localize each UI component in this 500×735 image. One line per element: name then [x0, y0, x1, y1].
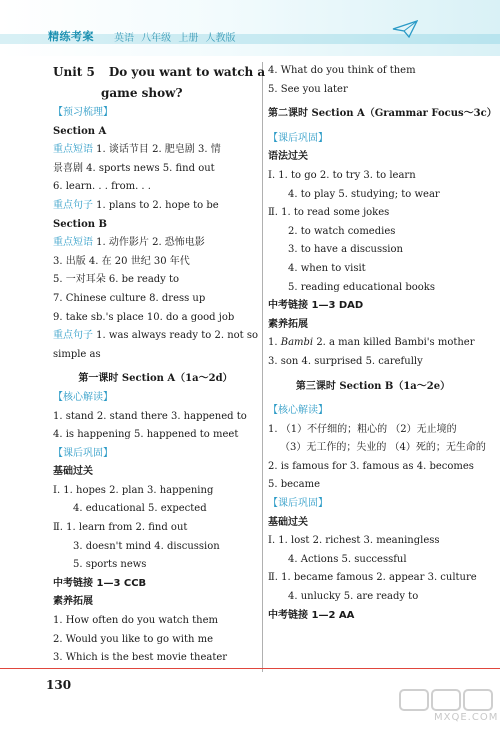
- preview-tag: 【预习梳理】: [53, 107, 113, 118]
- unit-title: Unit 5 Do you want to watch a: [53, 65, 266, 79]
- footer-rule: [0, 668, 500, 669]
- answer-line: 3. doesn't mind 4. discussion: [73, 540, 220, 552]
- answer-line: 5. became: [268, 479, 321, 491]
- answer-line: 1. Bambi 2. a man killed Bambi's mother: [268, 337, 475, 349]
- answer-line: Ⅱ. 1. learn from 2. find out: [53, 522, 188, 534]
- answer-line: 4. What do you think of them: [268, 65, 416, 76]
- page-header: [0, 0, 500, 56]
- section-b-heading: Section B: [53, 218, 107, 230]
- b-sentence-line: simple as: [53, 348, 101, 360]
- b-phrase-line: 5. 一对耳朵 6. be ready to: [53, 274, 180, 286]
- a-phrase-line: 重点短语 1. 谈话节目 2. 肥皂剧 3. 情: [53, 144, 221, 156]
- answer-line: 5. sports news: [73, 559, 147, 571]
- a-phrase-line: 6. learn. . . from. . .: [53, 181, 151, 193]
- lesson-2-title: 第二课时 Section A（Grammar Focus～3c）: [268, 108, 497, 120]
- answer-line: 2. is famous for 3. famous as 4. becomes: [268, 460, 474, 472]
- answer-line: 2. Would you like to go with me: [53, 633, 214, 645]
- unit-title-cont: game show?: [101, 86, 183, 100]
- answer-line: 1. How often do you watch them: [53, 615, 218, 627]
- answer-line: Ⅰ. 1. hopes 2. plan 3. happening: [53, 484, 214, 496]
- a-sentence-line: 重点句子 1. plans to 2. hope to be: [53, 199, 219, 211]
- paper-plane-icon: [392, 20, 418, 38]
- brand-logo: 精练考案: [48, 30, 94, 43]
- answer-line: 3. son 4. surprised 5. carefully: [268, 355, 423, 367]
- b-phrase-line: 9. take sb.'s place 10. do a good job: [53, 311, 235, 323]
- a-phrase-line: 景喜剧 4. sports news 5. find out: [53, 162, 215, 174]
- lesson-3-title: 第三课时 Section B（1a～2e）: [295, 380, 451, 392]
- header-book-info: 英语 八年级 上册 人教版: [114, 33, 236, 44]
- quality-heading: 素养拓展: [268, 318, 308, 330]
- answer-line: 1. stand 2. stand there 3. happened to: [53, 410, 247, 422]
- answer-line: 4. is happening 5. happened to meet: [53, 429, 239, 441]
- b-phrase-line: 3. 出版 4. 在 20 世纪 30 年代: [53, 255, 190, 267]
- after-class-tag: 【课后巩固】: [53, 447, 113, 459]
- answer-line: Ⅰ. 1. to go 2. to try 3. to learn: [268, 169, 416, 181]
- answer-line: 1. （1）不仔细的；粗心的 （2）无止境的: [268, 423, 457, 435]
- answer-line: 4. when to visit: [288, 262, 366, 274]
- answer-line: 4. educational 5. expected: [73, 503, 207, 515]
- answer-line: 3. Which is the best movie theater: [53, 652, 228, 664]
- after-class-tag: 【课后巩固】: [268, 132, 328, 144]
- core-tag: 【核心解读】: [53, 391, 113, 403]
- answer-line: 4. Actions 5. successful: [288, 553, 407, 565]
- answer-line: 5. reading educational books: [288, 281, 435, 293]
- right-column: [268, 62, 497, 625]
- answer-line: Ⅱ. 1. became famous 2. appear 3. culture: [268, 572, 477, 584]
- b-phrase-line: 7. Chinese culture 8. dress up: [53, 292, 206, 304]
- answer-line: Ⅰ. 1. lost 2. richest 3. meaningless: [268, 535, 440, 547]
- grammar-heading: 语法过关: [268, 151, 308, 163]
- answer-line: Ⅱ. 1. to read some jokes: [268, 207, 390, 219]
- watermark-logo-icon: [398, 688, 494, 732]
- quality-heading: 素养拓展: [53, 596, 93, 608]
- page-number: 130: [46, 678, 72, 692]
- b-sentence-line: 重点句子 1. was always ready to 2. not so: [53, 330, 259, 342]
- exam-link: 中考链接 1—3 CCB: [53, 577, 147, 589]
- after-class-tag: 【课后巩固】: [268, 498, 328, 510]
- exam-link: 中考链接 1—2 AA: [268, 609, 355, 621]
- left-column: [53, 62, 266, 668]
- lesson-1-title: 第一课时 Section A（1a～2d）: [78, 373, 233, 385]
- answer-line: （3）无工作的；失业的 （4）死的；无生命的: [280, 442, 486, 454]
- answer-line: 4. to play 5. studying; to wear: [288, 188, 440, 200]
- answer-line: 2. to watch comedies: [288, 225, 396, 237]
- section-a-heading: Section A: [53, 125, 107, 137]
- column-divider: [262, 62, 263, 672]
- basic-heading: 基础过关: [268, 516, 308, 528]
- basic-heading: 基础过关: [53, 466, 93, 478]
- answer-line: 3. to have a discussion: [288, 244, 403, 256]
- b-phrase-line: 重点短语 1. 动作影片 2. 恐怖电影: [53, 237, 205, 249]
- exam-link: 中考链接 1—3 DAD: [268, 300, 364, 312]
- answer-line: 5. See you later: [268, 83, 348, 95]
- watermark-text: MXQE.COM: [434, 712, 499, 723]
- core-tag: 【核心解读】: [268, 405, 328, 417]
- answer-line: 4. unlucky 5. are ready to: [288, 591, 419, 603]
